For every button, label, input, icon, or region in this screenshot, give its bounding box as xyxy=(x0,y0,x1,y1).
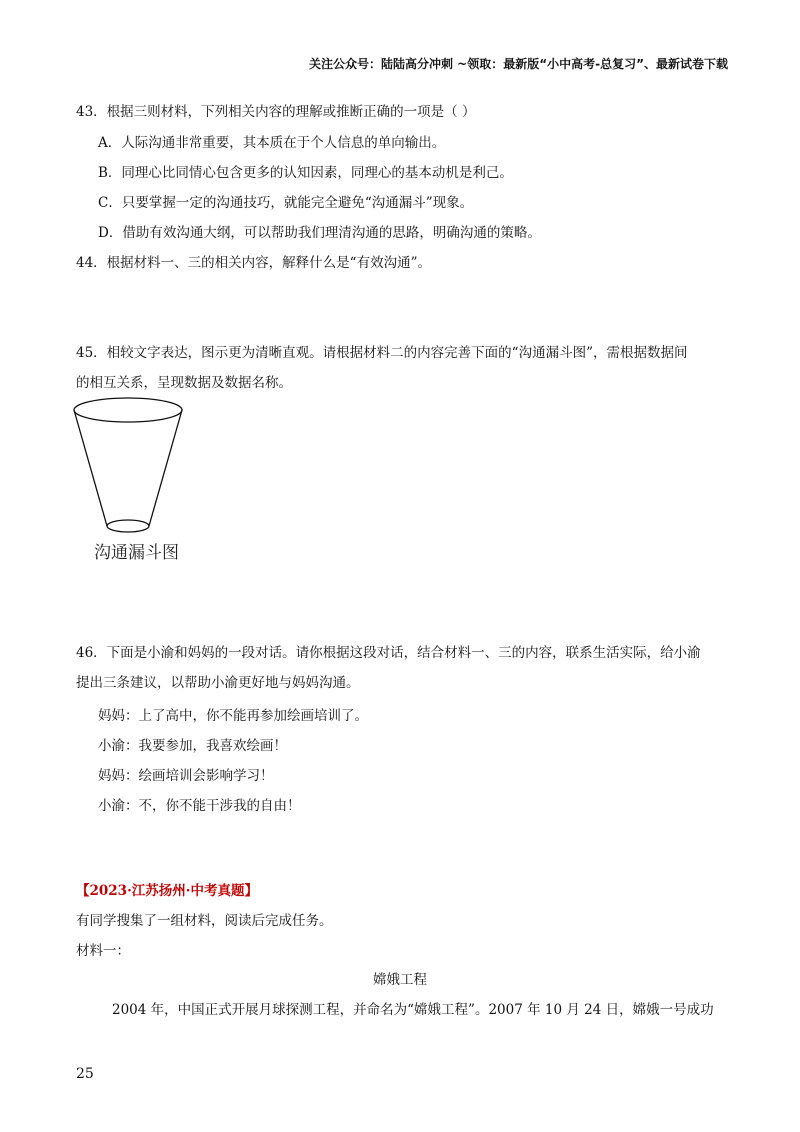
question-45-line-1: 45．相较文字表达，图示更为清晰直观。请根据材料二的内容完善下面的“沟通漏斗图”，需根据数据间 xyxy=(76,345,688,361)
question-45-line-2: 的相互关系，呈现数据及数据名称。 xyxy=(76,375,292,391)
funnel-top-rim xyxy=(74,398,182,422)
funnel-label: 沟通漏斗图 xyxy=(94,543,179,563)
material-title: 嫦娥工程 xyxy=(373,972,427,988)
dialogue-line: 小渝：我要参加，我喜欢绘画！ xyxy=(98,738,287,754)
question-43-option-d: D．借助有效沟通大纲，可以帮助我们理清沟通的思路，明确沟通的策略。 xyxy=(98,225,541,241)
material-text: 2004 年，中国正式开展月球探测工程，并命名为“嫦娥工程”。2007 年 10 月 24 日，嫦娥一号成功 xyxy=(112,1002,714,1018)
page-number: 25 xyxy=(76,1066,94,1082)
dialogue-line: 妈妈：绘画培训会影响学习！ xyxy=(98,768,274,784)
page-header: 关注公众号：陆陆高分冲刺 ~领取：最新版“小中高考-总复习”、最新试卷下载 xyxy=(309,57,728,71)
funnel-diagram xyxy=(70,395,190,535)
funnel-left-side xyxy=(74,410,107,526)
question-43-stem: 43．根据三则材料，下列相关内容的理解或推断正确的一项是（ ） xyxy=(76,104,476,120)
section-intro: 有同学搜集了一组材料，阅读后完成任务。 xyxy=(76,913,333,929)
question-46-line-2: 提出三条建议，以帮助小渝更好地与妈妈沟通。 xyxy=(76,675,360,691)
dialogue-line: 小渝：不，你不能干涉我的自由！ xyxy=(98,798,301,814)
question-43-option-a: A．人际沟通非常重要，其本质在于个人信息的单向输出。 xyxy=(98,135,446,151)
question-46-line-1: 46．下面是小渝和妈妈的一段对话。请你根据这段对话，结合材料一、三的内容，联系生活实际，给小渝 xyxy=(76,645,701,661)
source-tag: 【2023·江苏扬州·中考真题】 xyxy=(76,883,258,899)
funnel-right-side xyxy=(149,410,182,526)
question-43-option-c: C．只要掌握一定的沟通技巧，就能完全避免“沟通漏斗”现象。 xyxy=(98,195,474,211)
funnel-bottom-rim xyxy=(107,520,149,532)
question-44-stem: 44．根据材料一、三的相关内容，解释什么是“有效沟通”。 xyxy=(76,255,431,271)
question-43-option-b: B．同理心比同情心包含更多的认知因素，同理心的基本动机是利己。 xyxy=(98,165,513,181)
material-label: 材料一： xyxy=(76,943,130,959)
dialogue-line: 妈妈：上了高中，你不能再参加绘画培训了。 xyxy=(98,708,368,724)
